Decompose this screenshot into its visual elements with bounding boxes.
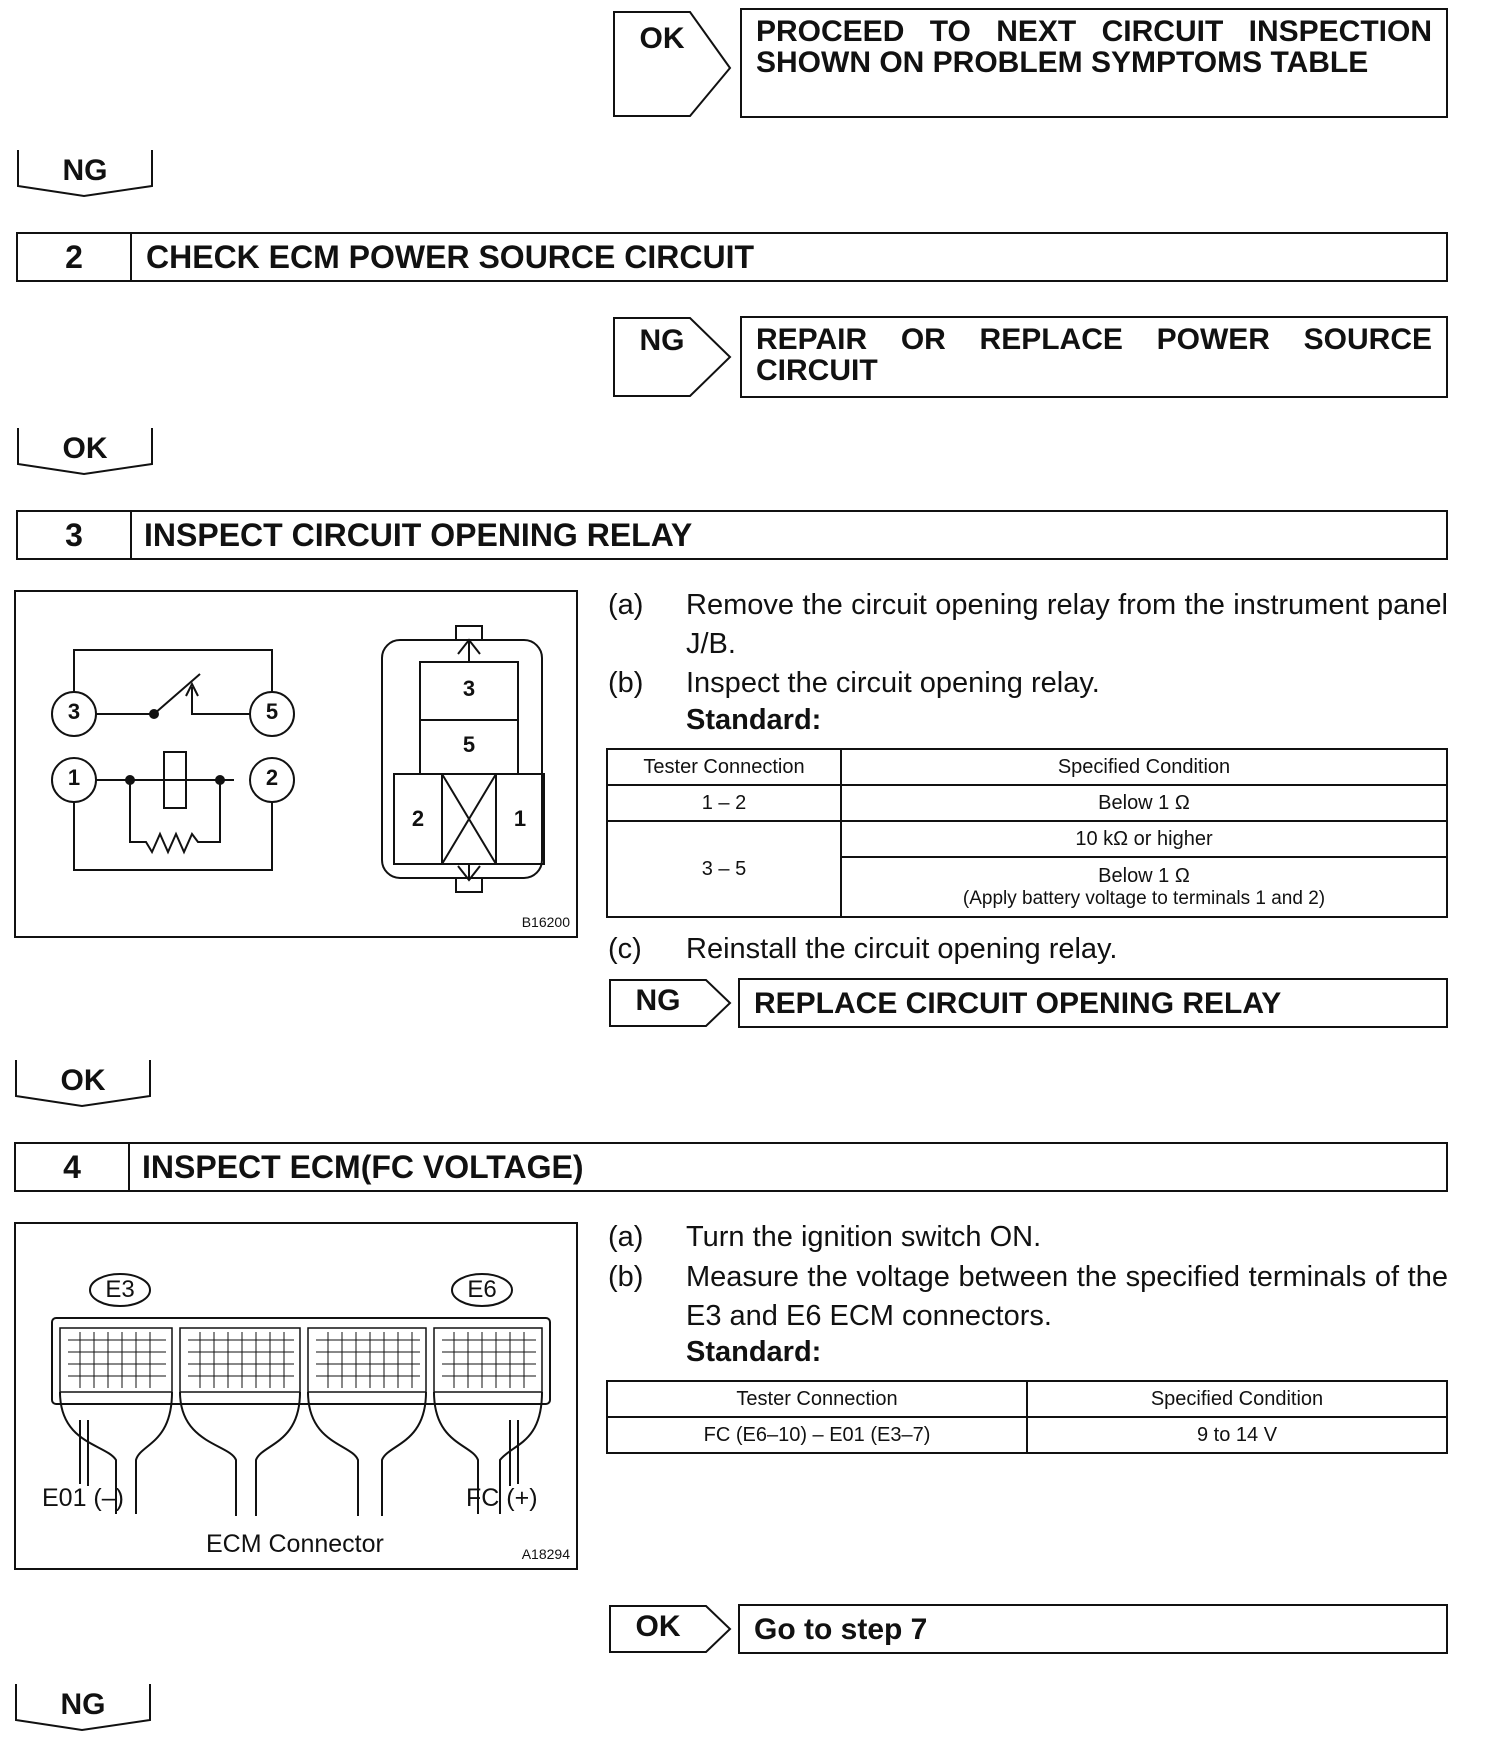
ng-branch-label: NG	[62, 154, 108, 187]
e01-terminal-label: E01 (–)	[42, 1484, 124, 1512]
ng-branch-tag	[14, 1682, 152, 1732]
standard-label: Standard:	[686, 1336, 822, 1368]
instruction-text: Reinstall the circuit opening relay.	[686, 933, 1118, 965]
ng-arrow-tag	[608, 978, 732, 1028]
table-header: Tester Connection	[607, 749, 841, 785]
instruction-a	[608, 586, 1448, 666]
terminal-1-label: 1	[67, 765, 81, 790]
table-cell: 3 – 5	[607, 821, 841, 917]
ng-label: NG	[635, 984, 681, 1017]
ng-branch-tag	[16, 148, 154, 198]
table-cell: 9 to 14 V	[1027, 1417, 1447, 1453]
instruction-marker: (a)	[608, 589, 644, 621]
table-cell: FC (E6–10) – E01 (E3–7)	[607, 1417, 1027, 1453]
ok-arrow-tag	[612, 10, 732, 118]
instruction-b	[608, 664, 1448, 704]
step-2-number: 2	[18, 234, 132, 280]
block-5-label: 5	[462, 732, 476, 757]
instruction-text: Remove the circuit opening relay from the instrument panel J/B.	[686, 589, 1448, 660]
ok-branch-tag	[14, 1058, 152, 1108]
ng-arrow-tag	[612, 316, 732, 398]
table-cell: 10 kΩ or higher	[841, 821, 1447, 857]
relay-spec-table	[606, 748, 1448, 918]
figure-caption: ECM Connector	[206, 1530, 384, 1558]
step-3-title: INSPECT CIRCUIT OPENING RELAY	[144, 517, 693, 553]
step-2-title: CHECK ECM POWER SOURCE CIRCUIT	[146, 239, 755, 275]
ok-label: OK	[635, 1610, 681, 1643]
step-4-number: 4	[16, 1144, 130, 1190]
instruction-marker: (b)	[608, 1261, 644, 1293]
ok-branch-label: OK	[62, 432, 108, 465]
proceed-result-text: PROCEED TO NEXT CIRCUIT INSPECTION SHOWN ON PROBLEM SYMPTOMS TABLE	[756, 15, 1432, 79]
ok-branch-tag	[16, 426, 154, 476]
ok-arrow-tag	[608, 1604, 732, 1654]
ng-label: NG	[639, 324, 685, 357]
table-cell: Below 1 Ω	[1098, 864, 1190, 887]
instruction-text: Turn the ignition switch ON.	[686, 1221, 1042, 1253]
step-4-title: INSPECT ECM(FC VOLTAGE)	[142, 1149, 584, 1185]
standard-label: Standard:	[686, 704, 822, 736]
instruction-marker: (b)	[608, 667, 644, 699]
step-3-header	[16, 510, 1448, 560]
block-2-label: 2	[411, 806, 425, 831]
instruction-text: Measure the voltage between the specified terminals of the E3 and E6 ECM connectors.	[686, 1261, 1448, 1332]
step-2-header	[16, 232, 1448, 282]
step-3-number: 3	[18, 512, 132, 558]
figure-code: B16200	[521, 914, 570, 930]
replace-relay-result-box	[738, 978, 1448, 1028]
ok-label: OK	[639, 22, 685, 55]
table-cell-note: (Apply battery voltage to terminals 1 and 2)	[962, 887, 1326, 909]
table-cell: Below 1 Ω	[841, 785, 1447, 821]
ecm-connector-figure	[14, 1222, 578, 1570]
table-header: Specified Condition	[841, 749, 1447, 785]
instruction-marker: (c)	[608, 933, 642, 965]
fc-terminal-label: FC (+)	[466, 1484, 538, 1512]
terminal-2-label: 2	[265, 765, 279, 790]
figure-code: A18294	[521, 1546, 570, 1562]
proceed-result-box	[740, 8, 1448, 118]
instruction-a	[608, 1218, 1448, 1258]
connector-e3-label: E3	[105, 1276, 135, 1303]
go-to-step-result-text: Go to step 7	[754, 1613, 928, 1646]
table-header: Tester Connection	[607, 1381, 1027, 1417]
block-1-label: 1	[513, 806, 527, 831]
instruction-marker: (a)	[608, 1221, 644, 1253]
relay-figure	[14, 590, 578, 938]
instruction-b	[608, 1258, 1448, 1338]
connector-e6-label: E6	[467, 1276, 497, 1303]
relay-terminals	[52, 692, 294, 802]
ecm-spec-table	[606, 1380, 1448, 1454]
ok-branch-label: OK	[60, 1064, 106, 1097]
relay-circuit-diagram	[16, 592, 576, 936]
table-cell: 1 – 2	[607, 785, 841, 821]
go-to-step-result-box	[738, 1604, 1448, 1654]
terminal-3-label: 3	[67, 699, 81, 724]
terminal-5-label: 5	[265, 699, 279, 724]
block-3-label: 3	[462, 676, 476, 701]
instruction-c	[608, 930, 1448, 970]
ng-branch-label: NG	[60, 1688, 106, 1721]
step-4-header	[14, 1142, 1448, 1192]
repair-result-text: REPAIR OR REPLACE POWER SOURCE CIRCUIT	[756, 323, 1432, 387]
table-header: Specified Condition	[1027, 1381, 1447, 1417]
instruction-text: Inspect the circuit opening relay.	[686, 667, 1100, 699]
replace-relay-result-text: REPLACE CIRCUIT OPENING RELAY	[754, 987, 1282, 1020]
repair-result-box	[740, 316, 1448, 398]
table-cell-compound	[841, 857, 1447, 917]
